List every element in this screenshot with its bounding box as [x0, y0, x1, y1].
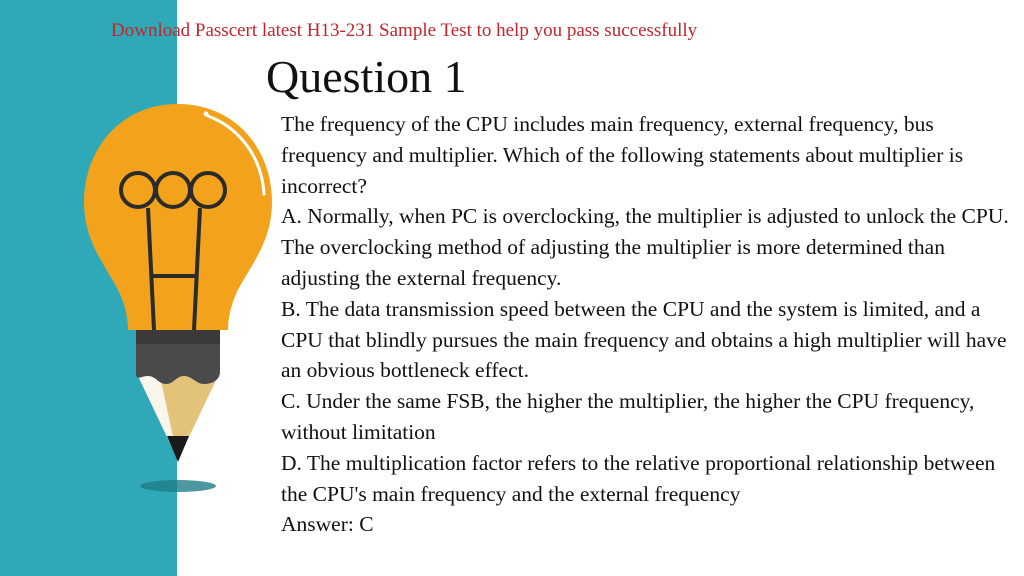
download-banner: Download Passcert latest H13-231 Sample Test to help you pass successfully	[111, 20, 698, 41]
option-b: B. The data transmission speed between the CPU and the system is limited, and a CPU that blindly pursues the main frequency and obtains a high multiplier will have an obvious bottleneck effect.	[281, 296, 1007, 383]
answer-text: Answer: C	[281, 512, 374, 537]
option-d: D. The multiplication factor refers to the relative proportional relationship between the CPU's main frequency and the external frequency	[281, 450, 996, 506]
question-content	[281, 109, 1011, 540]
lightbulb-pencil-icon	[80, 98, 280, 518]
option-a: A. Normally, when PC is overclocking, the multiplier is adjusted to unlock the CPU. The overclocking method of adjusting the multiplier is more determined than adjusting the external frequency.	[281, 204, 1009, 290]
option-c: C. Under the same FSB, the higher the multiplier, the higher the CPU frequency, without limitation	[281, 389, 975, 444]
question-title: Question 1	[266, 51, 467, 102]
question-text: The frequency of the CPU includes main frequency, external frequency, bus frequency and multiplier. Which of the following statements about multiplier is incorrect?	[281, 112, 964, 198]
